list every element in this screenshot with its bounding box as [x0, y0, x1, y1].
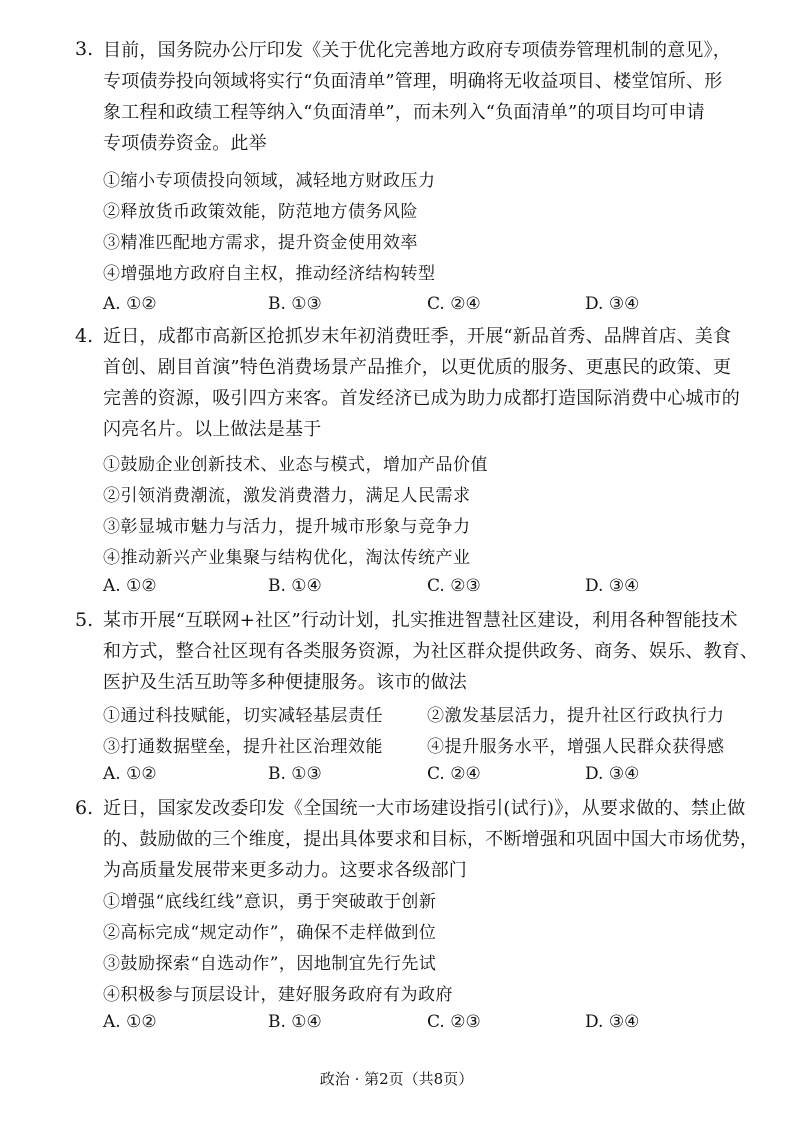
stem-line: 某市开展“互联网+社区”行动计划，扎实推进智慧社区建设，利用各种智能技术 — [103, 610, 738, 631]
question-stem — [103, 35, 731, 159]
stem-line: 闪亮名片。以上做法是基于 — [103, 419, 322, 440]
page-footer: 政治 · 第2页（共8页） — [319, 1070, 474, 1088]
answer-b[interactable]: B. ①④ — [268, 1012, 322, 1032]
answer-a[interactable]: A. ①② — [103, 576, 157, 596]
answer-b[interactable]: B. ①③ — [268, 294, 322, 314]
option-4: ④增强地方政府自主权，推动经济结构转型 — [103, 264, 436, 284]
answer-a[interactable]: A. ①② — [103, 1012, 157, 1032]
question-number: 6. — [75, 797, 94, 819]
stem-line: 和方式，整合社区现有各类服务资源，为社区群众提供政务、商务、娱乐、教育、 — [103, 641, 759, 662]
option-2: ②引领消费潮流，激发消费潜力，满足人民需求 — [103, 486, 471, 506]
stem-line: 象工程和政绩工程等纳入“负面清单”，而未列入“负面清单”的项目均可申请 — [103, 102, 705, 123]
answer-c[interactable]: C. ②④ — [427, 294, 481, 314]
stem-line: 近日，成都市高新区抢抓岁末年初消费旺季，开展“新品首秀、品牌首店、美食 — [103, 326, 732, 347]
answer-b[interactable]: B. ①④ — [268, 576, 322, 596]
option-3: ③彰显城市魅力与活力，提升城市形象与竞争力 — [103, 517, 471, 537]
stem-line: 专项债券资金。此举 — [103, 133, 267, 154]
answer-a[interactable]: A. ①② — [103, 294, 157, 314]
option-1: ①增强“底线红线”意识，勇于突破敢于创新 — [103, 892, 437, 912]
option-2: ②释放货币政策效能，防范地方债务风险 — [103, 202, 418, 222]
stem-line: 首创、剧目首演”特色消费场景产品推介，以更优质的服务、更惠民的政策、更 — [103, 357, 732, 378]
stem-line: 目前，国务院办公厅印发《关于优化完善地方政府专项债券管理机制的意见》， — [103, 40, 731, 61]
option-4: ④推动新兴产业集聚与结构优化，淘汰传统产业 — [103, 548, 471, 568]
option-3: ③打通数据壁垒，提升社区治理效能 — [103, 737, 383, 757]
answer-c[interactable]: C. ②③ — [427, 576, 481, 596]
answer-d[interactable]: D. ③④ — [585, 1012, 640, 1032]
stem-line: 完善的资源，吸引四方来客。首发经济已成为助力成都打造国际消费中心城市的 — [103, 388, 740, 409]
question-stem — [103, 321, 740, 445]
stem-line: 专项债券投向领域将实行“负面清单”管理，明确将无收益项目、楼堂馆所、形 — [103, 71, 723, 92]
option-3: ③精准匹配地方需求，提升资金使用效率 — [103, 233, 418, 253]
answer-d[interactable]: D. ③④ — [585, 294, 640, 314]
question-stem — [103, 793, 758, 886]
option-3: ③鼓励探索“自选动作”，因地制宜先行先试 — [103, 954, 437, 974]
option-4: ④积极参与顶层设计，建好服务政府有为政府 — [103, 985, 453, 1005]
answer-d[interactable]: D. ③④ — [585, 576, 640, 596]
option-1: ①鼓励企业创新技术、业态与模式，增加产品价值 — [103, 455, 488, 475]
answer-c[interactable]: C. ②④ — [427, 764, 481, 784]
question-number: 5. — [75, 609, 94, 631]
answer-a[interactable]: A. ①② — [103, 764, 157, 784]
option-4: ④提升服务水平，增强人民群众获得感 — [427, 737, 725, 757]
question-number: 4. — [75, 325, 94, 347]
answer-b[interactable]: B. ①③ — [268, 764, 322, 784]
stem-line: 的、鼓励做的三个维度，提出具体要求和目标，不断增强和巩固中国大市场优势， — [103, 829, 759, 850]
option-1: ①通过科技赋能，切实减轻基层责任 — [103, 706, 383, 726]
option-2: ②激发基层活力，提升社区行政执行力 — [427, 706, 725, 726]
question-stem — [103, 605, 758, 698]
stem-line: 为高质量发展带来更多动力。这要求各级部门 — [103, 860, 467, 881]
option-2: ②高标完成“规定动作”，确保不走样做到位 — [103, 923, 437, 943]
answer-d[interactable]: D. ③④ — [585, 764, 640, 784]
stem-line: 近日，国家发改委印发《全国统一大市场建设指引(试行)》，从要求做的、禁止做 — [103, 798, 746, 819]
answer-c[interactable]: C. ②③ — [427, 1012, 481, 1032]
question-number: 3. — [75, 38, 94, 60]
option-1: ①缩小专项债投向领域，减轻地方财政压力 — [103, 171, 436, 191]
stem-line: 医护及生活互助等多种便捷服务。该市的做法 — [103, 672, 467, 693]
